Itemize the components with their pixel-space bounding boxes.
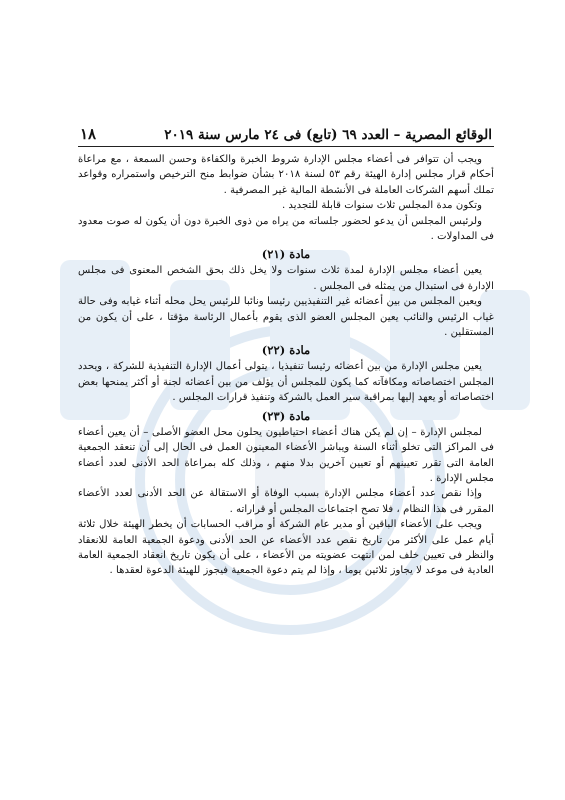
paragraph: ويعين المجلس من بين أعضائه غير التنفيذيين رئيسا ونائبا للرئيس يحل محله أثناء غيابه وفى حالة غياب الرئيس والنائب يعين المجلس العضو الذى يقوم بأعمال الرئاسة مؤقتا ، على أن يكون من المستقلين . (78, 296, 494, 339)
paragraph: ولرئيس المجلس أن يدعو لحضور جلساته من يراه من ذوى الخبرة دون أن يكون له صوت معدود فى المداولات . (78, 215, 494, 243)
page-number: ١٨ (80, 125, 97, 143)
paragraph: لمجلس الإدارة – إن لم يكن هناك أعضاء احتياطيون يحلون محل العضو الأصلى – أن يعين أعضاء فى المراكز التى تخلو أثناء السنة ويباشر الأعضاء المعينون العمل فى الحال إلى أن تنعقد الجمعية العامة التى تقرر تعيينهم أو تعيين آخرين بدلا منهم ، وذلك كله بمراعاة الحد الأدنى لعدد أعضاء مجلس الإدارة . (78, 426, 494, 484)
header-title: الوقائع المصرية – العدد ٦٩ (تابع) فى ٢٤ مارس سنة ٢٠١٩ (164, 127, 492, 143)
paragraph: وتكون مدة المجلس ثلاث سنوات قابلة للتجديد . (281, 200, 482, 212)
document-body (78, 152, 494, 579)
document-page (78, 124, 494, 579)
page-header (78, 124, 494, 147)
paragraph: وإذا نقص عدد أعضاء مجلس الإدارة بسبب الوفاة أو الاستقالة عن الحد الأدنى لعدد الأعضاء المقرر فى هذا النظام ، فلا تصح اجتماعات المجلس أو قراراته . (78, 488, 494, 515)
paragraph: ويجب أن تتوافر فى أعضاء مجلس الإدارة شروط الخبرة والكفاءة وحسن السمعة ، مع مراعاة أحكام قرار مجلس إدارة الهيئة رقم ٥٣ لسنة ٢٠١٨ بشأن ضوابط منح الترخيص واستمراره وقواعد تملك أسهم الشركات العاملة فى الأنشطة المالية غير المصرفية . (78, 154, 494, 196)
article-heading: مادة (٢١) (261, 247, 311, 262)
paragraph: يعين أعضاء مجلس الإدارة لمدة ثلاث سنوات ولا يخل ذلك بحق الشخص المعنوى فى مجلس الإدارة فى استبدال من يمثله فى المجلس . (78, 265, 494, 292)
paragraph: يعين مجلس الإدارة من بين أعضائه رئيسا تنفيذيا ، يتولى أعمال الإدارة التنفيذية للشركة ، ويحدد المجلس اختصاصاته ومكافآته كما يكون للمجلس أن يؤلف من بين أعضائه لجنة أو أكثر يمنحها بعض اختصاصاته أو يعهد إليها بمراقبة سير العمل بالشركة وتنفيذ قرارات المجلس . (78, 361, 494, 404)
article-heading: مادة (٢٣) (261, 408, 311, 423)
paragraph: ويجب على الأعضاء الباقين أو مدير عام الشركة أو مراقب الحسابات أن يخطر الهيئة خلال ثلاثة أيام عمل على الأكثر من تاريخ نقص عدد الأعضاء عن الحد الأدنى ودعوة الجمعية العامة للانعقاد والنظر فى تعيين خلف لمن انتهت عضويته من الأعضاء ، على أن يكون تاريخ انعقاد الجمعية العامة العادية فى موعد لا يجاوز ثلاثين يوما ، وإذا لم يتم دعوة الجمعية فيجوز للهيئة الدعوة لعقدها . (78, 519, 494, 577)
article-heading: مادة (٢٢) (261, 343, 311, 358)
